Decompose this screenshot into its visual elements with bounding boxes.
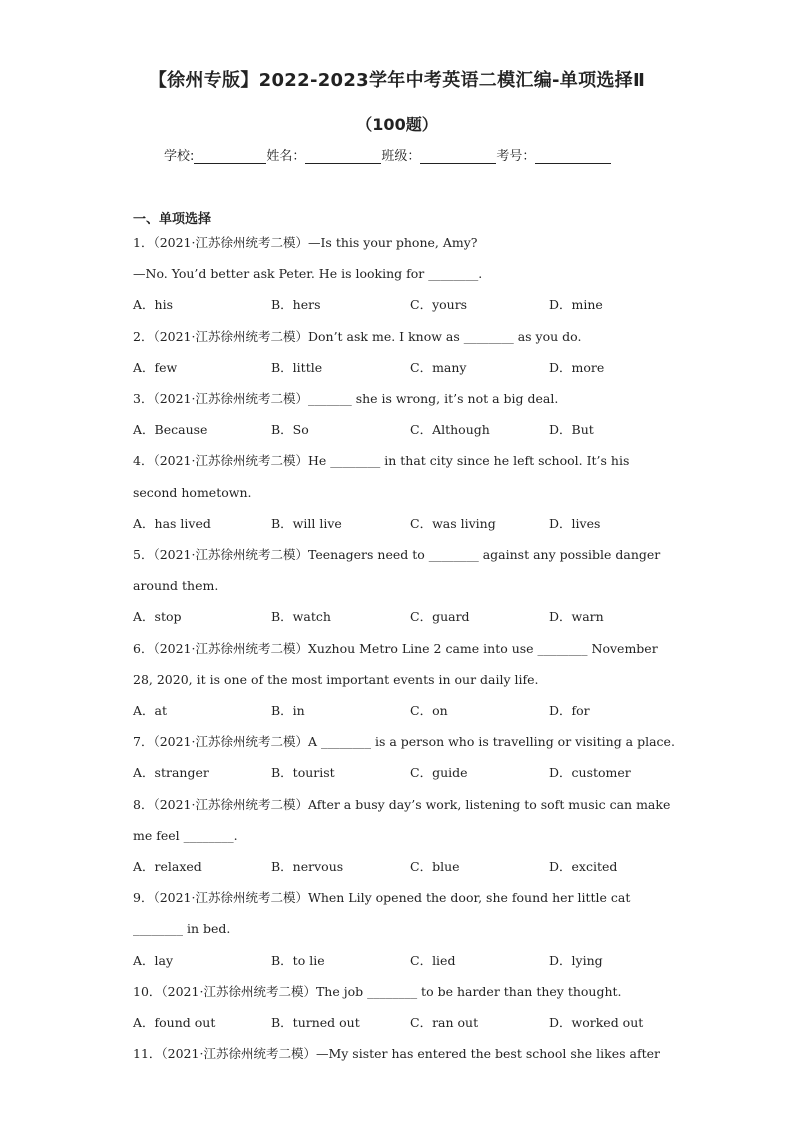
question-stem: 4．（2021·江苏徐州统考二模）He ________ in that city since he left school. It’s his [133, 453, 630, 469]
answer-option[interactable]: C．many [410, 359, 467, 375]
answer-option[interactable]: A．found out [133, 1015, 216, 1030]
student-info-row [164, 145, 611, 164]
question-continuation: ________ in bed. [133, 921, 231, 937]
answer-option[interactable]: A．few [133, 359, 178, 375]
answer-option[interactable]: C．ran out [410, 1015, 479, 1030]
name-label: 姓名： [266, 149, 306, 164]
answer-option[interactable]: B．watch [271, 609, 331, 625]
answer-option[interactable]: A．his [133, 297, 173, 313]
options-row [133, 953, 693, 969]
answer-option[interactable]: A．relaxed [133, 859, 202, 874]
question-stem: 5．（2021·江苏徐州统考二模）Teenagers need to ________ against any possible danger [133, 547, 661, 562]
answer-option[interactable]: B．in [271, 703, 305, 718]
answer-option[interactable]: C．on [410, 703, 448, 718]
answer-option[interactable]: D．for [549, 703, 590, 718]
answer-option[interactable]: C．was living [410, 515, 496, 531]
options-row [133, 765, 693, 781]
question-stem: 10．（2021·江苏徐州统考二模）The job ________ to be harder than they thought. [133, 983, 622, 999]
options-row [133, 1015, 693, 1031]
answer-option[interactable]: D．warn [549, 609, 604, 625]
options-row [133, 516, 693, 532]
options-row [133, 703, 693, 719]
question-stem: 2．（2021·江苏徐州统考二模）Don’t ask me. I know as ________ as you do. [133, 328, 582, 344]
options-row [133, 360, 693, 376]
question-continuation: around them. [133, 578, 219, 594]
question-stem: 8．（2021·江苏徐州统考二模）After a busy day’s work, listening to soft music can make [133, 796, 671, 812]
options-row [133, 297, 693, 313]
document-title: 【徐州专版】2022-2023学年中考英语二模汇编-单项选择Ⅱ [148, 70, 646, 91]
answer-option[interactable]: D．more [549, 359, 605, 375]
answer-option[interactable]: A．at [133, 703, 168, 718]
answer-option[interactable]: B．nervous [271, 859, 344, 874]
question-continuation: second hometown. [133, 484, 252, 500]
answer-option[interactable]: D．customer [549, 765, 631, 781]
options-row [133, 859, 693, 875]
question-continuation: me feel ________. [133, 827, 238, 843]
answer-option[interactable]: C．Although [410, 422, 490, 438]
answer-option[interactable]: B．turned out [271, 1015, 360, 1030]
answer-option[interactable]: C．guard [410, 609, 470, 625]
answer-option[interactable]: B．little [271, 359, 323, 375]
answer-option[interactable]: C．lied [410, 952, 456, 968]
exam-number-blank[interactable] [535, 149, 611, 164]
answer-option[interactable]: A．stranger [133, 765, 209, 781]
answer-option[interactable]: B．hers [271, 297, 321, 313]
question-stem: 1．（2021·江苏徐州统考二模）—Is this your phone, Amy? [133, 235, 478, 250]
options-row [133, 609, 693, 625]
answer-option[interactable]: D．But [549, 422, 594, 438]
question-stem: 11．（2021·江苏徐州统考二模）—My sister has entered the best school she likes after [133, 1046, 660, 1062]
question-stem: 6．（2021·江苏徐州统考二模）Xuzhou Metro Line 2 came into use ________ November [133, 640, 658, 656]
question-stem: 3．（2021·江苏徐州统考二模）_______ she is wrong, it’s not a big deal. [133, 391, 559, 406]
answer-option[interactable]: A．lay [133, 952, 174, 968]
class-blank[interactable] [420, 149, 496, 164]
question-stem: 9．（2021·江苏徐州统考二模）When Lily opened the door, she found her little cat [133, 890, 631, 906]
question-continuation: —No. You’d better ask Peter. He is looking for ________. [133, 266, 483, 282]
answer-option[interactable]: D．excited [549, 859, 618, 874]
name-blank[interactable] [305, 149, 381, 164]
answer-option[interactable]: C．yours [410, 297, 468, 313]
answer-option[interactable]: D．mine [549, 297, 603, 313]
class-label: 班级： [381, 149, 421, 164]
answer-option[interactable]: B．to lie [271, 952, 325, 968]
answer-option[interactable]: D．lying [549, 952, 603, 968]
exam-number-label: 考号： [496, 149, 536, 164]
answer-option[interactable]: B．will live [271, 515, 342, 531]
question-continuation: 28, 2020, it is one of the most important events in our daily life. [133, 671, 539, 687]
question-stem: 7．（2021·江苏徐州统考二模）A ________ is a person who is travelling or visiting a place. [133, 734, 675, 750]
options-row [133, 422, 693, 438]
answer-option[interactable]: A．Because [133, 422, 208, 438]
section-heading: 一、单项选择 [133, 212, 212, 227]
answer-option[interactable]: B．So [271, 422, 309, 438]
document-subtitle: （100题） [356, 115, 438, 134]
answer-option[interactable]: D．worked out [549, 1015, 644, 1030]
school-blank[interactable] [194, 149, 266, 164]
answer-option[interactable]: D．lives [549, 515, 601, 531]
answer-option[interactable]: A．stop [133, 609, 182, 625]
answer-option[interactable]: B．tourist [271, 765, 335, 781]
answer-option[interactable]: C．guide [410, 765, 468, 781]
school-label: 学校: [164, 149, 195, 164]
answer-option[interactable]: A．has lived [133, 515, 211, 531]
answer-option[interactable]: C．blue [410, 859, 460, 874]
